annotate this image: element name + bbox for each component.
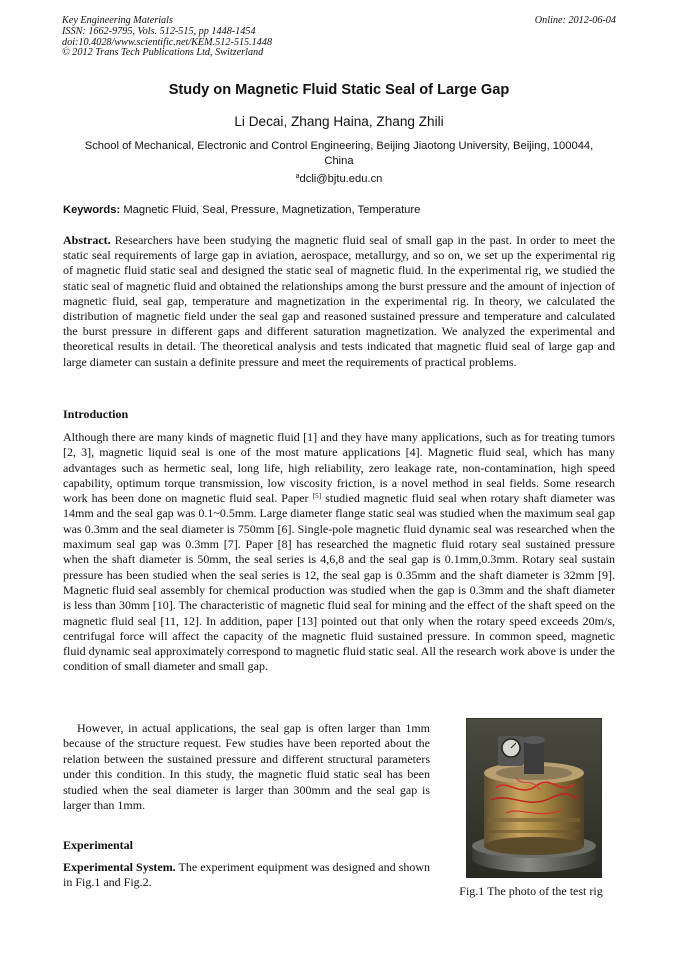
keywords-text: Magnetic Fluid, Seal, Pressure, Magnetization, Temperature [123,204,421,216]
keywords [63,204,615,216]
intro-text-b: studied magnetic fluid seal when rotary shaft diameter was 14mm and the seal gap was 0.1~0.5mm. Large diameter flange static seal was studied when the maximum seal gap was 0.3mm and the seal diameter is 750mm [6]. Single-pole magnetic fluid dynamic seal was researched when the maximum seal gap was 0.3mm [7]. Paper [8] has researched the magnetic fluid rotary seal sustained pressure when the shaft diameter is 50mm, the seal series is 4,6,8 and the seal gap is 0.1mm,0.3mm. Rotary seal sustain pressure has been studied when the seal series is 12, the seal gap is 0.35mm and the shaft diameter is 32mm [9]. Magnetic fluid seal assembly for chemical production was studied when the gap is 0.3mm and the shaft diameter is less than 30mm [10]. The characteristic of magnetic fluid seal for mining and the effect of the shaft speed on the magnetic fluid seal [11, 12]. In addition, paper [13] pointed out that only when the rotary speed exceeds 20m/s, centrifugal force will affect the capacity of the magnetic fluid sustained pressure. In common speed, magnetic fluid dynamic seal approximately correspond to magnetic fluid static seal. All the research work above is under the condition of small diameter and small gap. [63,491,616,674]
abstract-text: Researchers have been studying the magnetic fluid seal of small gap in the past. In order to meet the static seal requirements of large gap in aviation, aerospace, metallurgy, and so on, we set up the experimental rig of magnetic fluid static seal and designed the static seal of magnetic fluid. In the experimental rig, we studied the static seal of magnetic fluid and obtained the relationships among the burst pressure and the amount of injection of magnetic fluid, seal gap, temperature and magnetization in the experimental rig. In theory, we calculated the distribution of magnetic field under the seal gap and reasoned sustained pressure and temperature and calculated the burst pressure in different gaps and different saturation magnetization. We analyzed the experimental and theoretical results in detail. The theoretical analysis and tests indicated that magnetic fluid seal of large gap and large diameter can sustain a definite pressure and meet the requirements of practical problems. [63,233,616,369]
introduction-heading: Introduction [63,407,129,421]
email-address: dcli@bjtu.edu.cn [299,173,383,185]
paper-title: Study on Magnetic Fluid Static Seal of Large Gap [168,82,510,98]
keywords-label: Keywords: [63,204,121,216]
journal-name: Key Engineering Materials [62,15,173,26]
authors: Li Decai, Zhang Haina, Zhang Zhili [234,114,444,129]
intro-text-a: Although there are many kinds of magnetic fluid [1] and they have many applications, such as for treating tumors [2, 3], magnetic liquid seal is one of the most mature applications [4]. Magnetic fluid seal, which has many advantages such as hermetic seal, long life, high reliability, zero leakage rate, non-contamination, high speed capability, optimum torque transmission, low viscosity friction, is a novel method in seal fields. Some research work has been done on magnetic fluid seal. Paper [63,430,615,506]
experimental-heading: Experimental [63,838,133,852]
issn-line: ISSN: 1662-9795, Vols. 512-515, pp 1448-1454 [62,25,256,37]
abstract [63,233,615,370]
doi-line: doi:10.4028/www.scientific.net/KEM.512-515.1448 [62,36,273,48]
experimental-system-text: The experiment equipment was designed and shown in Fig.1 and Fig.2. [63,860,430,890]
experimental-system-label: Experimental System. [63,860,176,874]
figure-caption: Fig.1 The photo of the test rig [459,884,603,898]
email-superscript: a [295,173,300,180]
online-date: Online: 2012-06-04 [534,15,616,26]
introduction-paragraph-2: However, in actual applications, the seal gap is often larger than 1mm because of the structure request. Few studies have been reported about the relation between the sustained pressure and different structural parameters under this condition. In this study, the magnetic fluid static seal has been studied when the seal diameter is larger than 300mm and the seal gap is larger than 1mm. [63,721,430,813]
test-rig-photo [466,718,602,878]
abstract-label: Abstract. [63,233,111,247]
experimental-system-paragraph [63,860,430,891]
author-email [0,173,678,185]
introduction-paragraph-1 [63,430,615,675]
journal-header [62,16,616,59]
copyright-line: © 2012 Trans Tech Publications Ltd, Switzerland [62,47,264,59]
affiliation: School of Mechanical, Electronic and Control Engineering, Beijing Jiaotong University, Beijing, 100044, China [84,140,594,167]
intro-citation: [5] [312,491,322,501]
